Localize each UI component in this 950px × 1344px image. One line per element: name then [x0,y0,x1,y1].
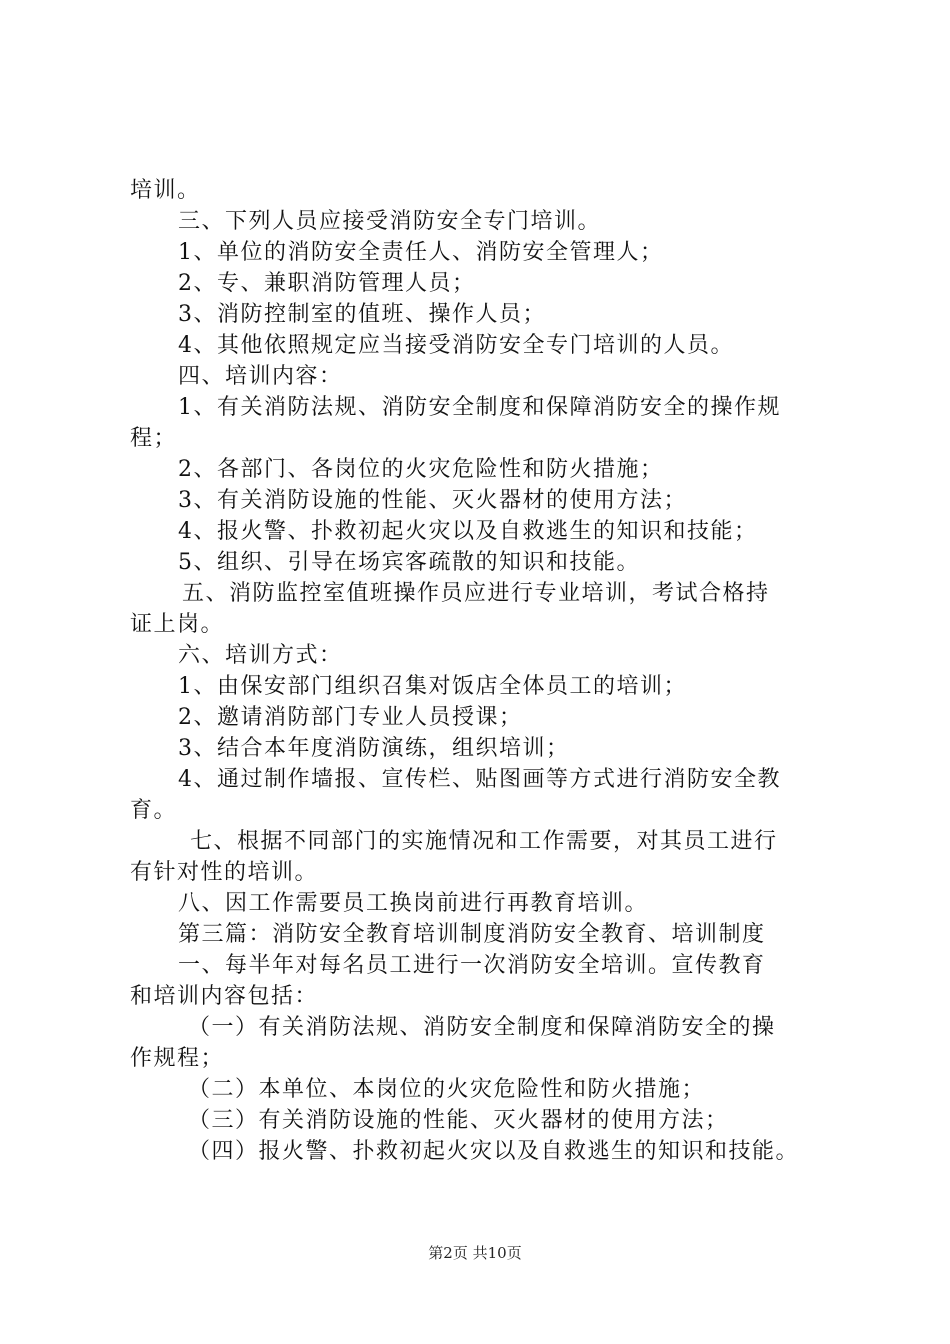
text-line: 2、专、兼职消防管理人员； [178,271,476,296]
text-line: 4、报火警、扑救初起火灾以及自救逃生的知识和技能； [178,519,758,544]
text-line: 育。 [130,798,178,823]
text-line: 3、结合本年度消防演练，组织培训； [178,736,570,761]
text-line: 六、培训方式： [178,643,343,668]
text-line: 1、由保安部门组织召集对饭店全体员工的培训； [178,674,687,699]
text-line: 3、有关消防设施的性能、灭火器材的使用方法； [178,488,687,513]
text-line: 1、有关消防法规、消防安全制度和保障消防安全的操作规 [178,395,781,420]
text-line: 4、通过制作墙报、宣传栏、贴图画等方式进行消防安全教 [178,767,781,792]
text-line: （三）有关消防设施的性能、灭火器材的使用方法； [188,1108,729,1133]
text-line: 和培训内容包括： [130,984,319,1009]
text-line: 一、每半年对每名员工进行一次消防安全培训。宣传教育 [178,953,766,978]
text-line: 有针对性的培训。 [130,860,319,885]
text-line: （一）有关消防法规、消防安全制度和保障消防安全的操 [188,1015,776,1040]
text-line: 2、各部门、各岗位的火灾危险性和防火措施； [178,457,664,482]
text-line: （二）本单位、本岗位的火灾危险性和防火措施； [188,1077,706,1102]
text-line: 2、邀请消防部门专业人员授课； [178,705,523,730]
text-line: 七、根据不同部门的实施情况和工作需要，对其员工进行 [190,829,778,854]
text-line: 第三篇：消防安全教育培训制度消防安全教育、培训制度 [178,922,766,947]
text-line: （四）报火警、扑救初起火灾以及自救逃生的知识和技能。 [188,1139,800,1164]
text-line: 证上岗。 [130,612,225,637]
text-line: 三、下列人员应接受消防安全专门培训。 [178,209,602,234]
text-line: 3、消防控制室的值班、操作人员； [178,302,546,327]
page-number-footer: 第2页 共10页 [428,1244,522,1262]
text-line: 程； [130,426,178,451]
text-line: 5、组织、引导在场宾客疏散的知识和技能。 [178,550,640,575]
text-line: 作规程； [130,1046,225,1071]
text-line: 培训。 [130,178,201,203]
text-line: 1、单位的消防安全责任人、消防安全管理人； [178,240,664,265]
text-line: 五、消防监控室值班操作员应进行专业培训，考试合格持 [182,581,770,606]
text-line: 四、培训内容： [178,364,343,389]
text-line: 4、其他依照规定应当接受消防安全专门培训的人员。 [178,333,734,358]
text-line: 八、因工作需要员工换岗前进行再教育培训。 [178,891,649,916]
